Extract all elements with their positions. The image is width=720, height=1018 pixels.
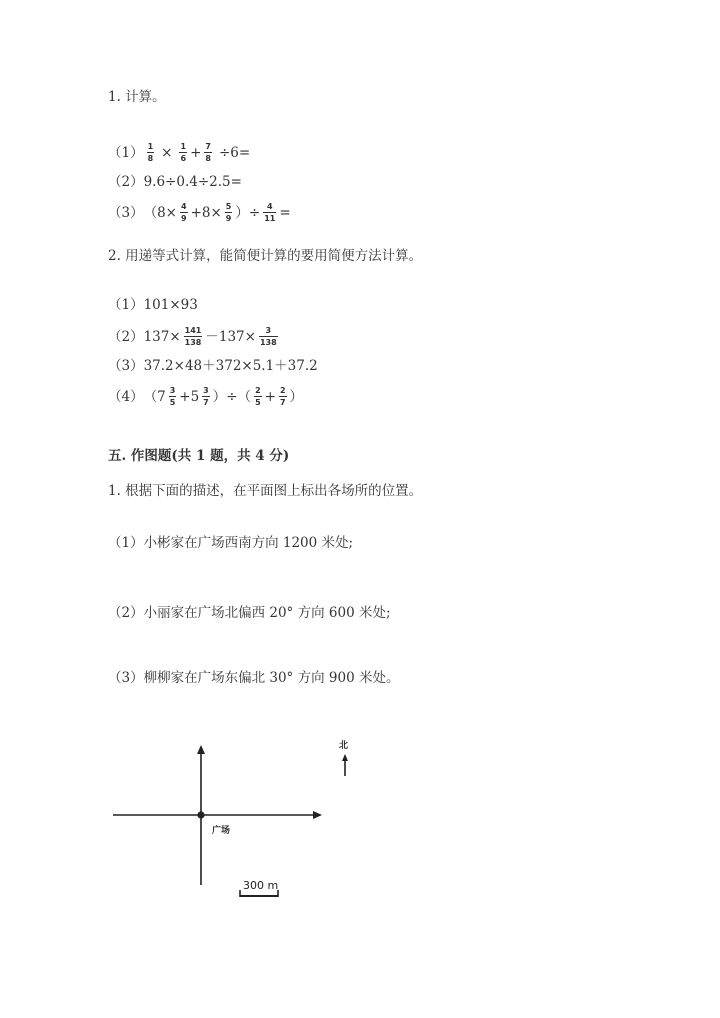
scale-label: 300 m <box>243 879 279 892</box>
square-center-point <box>197 811 204 818</box>
fraction: $\frac{4}{9}$ <box>181 202 187 223</box>
fraction: $\frac{3}{138}$ <box>259 326 277 347</box>
square-label: 广场 <box>212 826 231 836</box>
plane-diagram <box>0 720 720 920</box>
fraction: $\frac{7}{8}$ <box>205 142 211 163</box>
expression-close: ）÷ <box>235 204 261 221</box>
plus-sign: + <box>264 388 276 405</box>
q2-part2 <box>108 326 281 347</box>
q1-part1-label: （1） <box>108 144 144 161</box>
expression-open: （8× <box>143 204 177 221</box>
expression-divide: ）÷（ <box>212 388 252 405</box>
expression-mid: +8× <box>190 204 222 221</box>
section5-item-3: （3）柳柳家在广场东偏北 30° 方向 900 米处。 <box>108 670 400 686</box>
fraction: $\frac{3}{7}$ <box>203 386 209 407</box>
q2-part4 <box>108 386 303 407</box>
north-indicator-arrow-icon <box>342 754 348 761</box>
plus-sign: + <box>190 144 202 161</box>
section5-intro: 1. 根据下面的描述，在平面图上标出各场所的位置。 <box>108 483 423 499</box>
q1-part3 <box>108 202 291 223</box>
north-axis-arrow-head <box>197 745 205 754</box>
q2-part3: （3）37.2×48＋372×5.1＋37.2 <box>108 358 318 374</box>
expression-mid: －137× <box>205 328 256 345</box>
north-label: 北 <box>339 741 349 751</box>
q1-part3-label: （3） <box>108 204 144 221</box>
equals-sign: = <box>279 204 291 221</box>
section5-heading: 五. 作图题(共 1 题，共 4 分) <box>108 448 290 464</box>
fraction: $\frac{141}{138}$ <box>184 326 202 347</box>
fraction: $\frac{4}{11}$ <box>264 202 276 223</box>
fraction: $\frac{1}{6}$ <box>180 142 187 163</box>
q1-part1 <box>108 142 250 163</box>
section5-item-1: （1）小彬家在广场西南方向 1200 米处; <box>108 535 354 551</box>
times-sign: × <box>161 144 173 161</box>
q2-part2-label: （2）137× <box>108 328 181 345</box>
expression-rest: ÷6= <box>218 144 251 161</box>
fraction: $\frac{3}{5}$ <box>169 386 176 407</box>
expression-plus: +5 <box>179 388 200 405</box>
expression-open: （7 <box>143 388 166 405</box>
q2-part1: （1）101×93 <box>108 297 198 313</box>
fraction: $\frac{1}{8}$ <box>147 142 154 163</box>
fraction: $\frac{2}{5}$ <box>255 386 261 407</box>
q2-part4-label: （4） <box>108 388 144 405</box>
q2-title: 2. 用递等式计算，能简便计算的要用简便方法计算。 <box>108 248 423 264</box>
fraction: $\frac{2}{7}$ <box>279 386 286 407</box>
expression-close: ） <box>289 388 304 405</box>
q1-part2: （2）9.6÷0.4÷2.5= <box>108 174 242 190</box>
section5-item-2: （2）小丽家在广场北偏西 20° 方向 600 米处; <box>108 605 391 621</box>
fraction: $\frac{5}{9}$ <box>225 202 232 223</box>
east-arrow-head <box>313 811 322 819</box>
q1-title: 1. 计算。 <box>108 89 166 105</box>
